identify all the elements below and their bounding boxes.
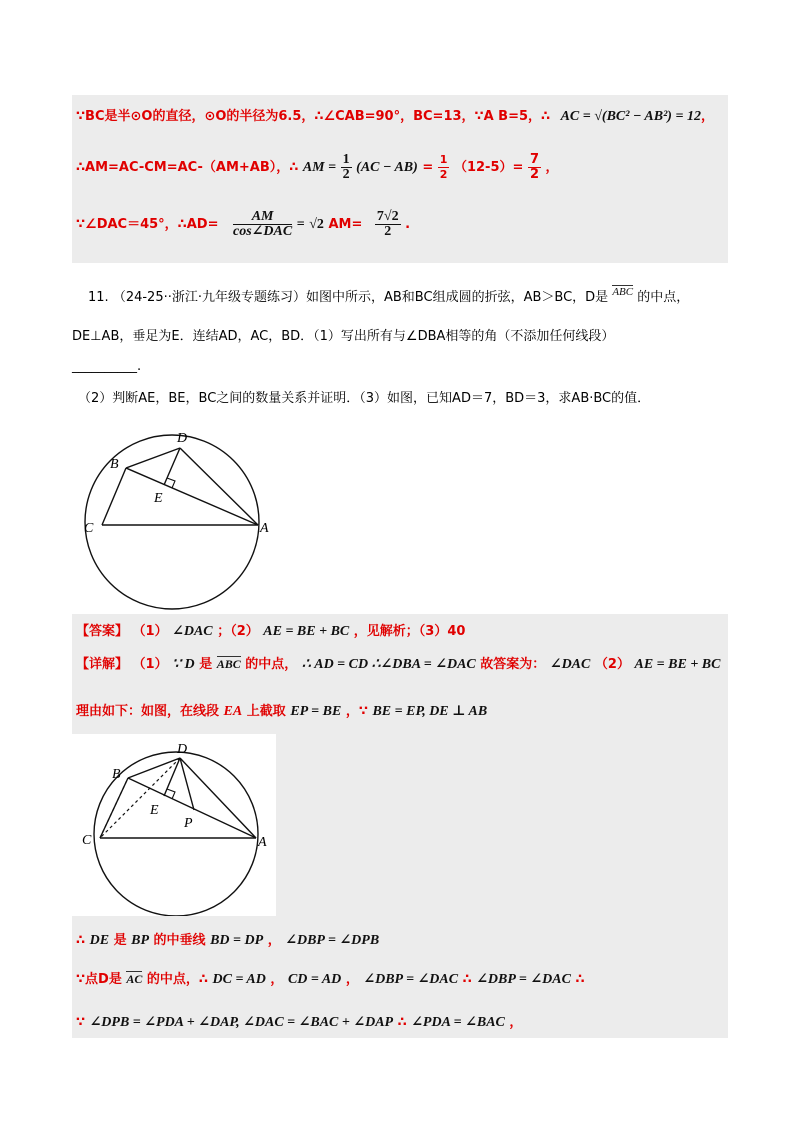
fig1-label-e: E [154,491,163,506]
question-answer-blank: __________. [72,359,142,374]
figure-2-circle [72,734,276,916]
fig1-chord-da [180,448,258,525]
fig2-label-b: B [112,767,121,782]
arc-abc-detail: ABC [216,657,241,671]
frac-am-cos: $\frac{AM}{\text{cos∠DAC}}$ [233,209,293,239]
frac-seven-half: $\frac{7}{2}$ [529,152,539,182]
question-line1: 11. （24-25··浙江·九年级专题练习）如图中所示，AB和BC组成圆的折弦，AB＞BC，D是 $^{ABC}$ 的中点， [88,286,690,305]
formula-ac: AC = √(BC² − AB²) = 12 [560,109,701,124]
fig1-label-b: B [110,457,119,472]
fig1-label-d: D [177,431,188,446]
block1-line2: ∴AM=AC-CM=AC-（AM+AB），∴ AM = $\frac{1}{2}$ (AC − AB) = $\frac{1}{2}$ （12-5）= $\frac{7}{2}$ ， [76,152,559,182]
question-line2: DE⊥AB，垂足为E．连结AD，AC，BD．（1）写出所有与∠DBA相等的角（不添加任何线段） [72,329,615,344]
answer-line: 【答案】 （1） ∠DAC ；（2） AE = BE + BC ，见解析；（3）40 [76,624,466,639]
question-line4: （2）判断AE，BE，BC之间的数量关系并证明．（3）如图，已知AD＝7，BD＝3，求AB·BC的值． [78,391,651,406]
fig2-label-c: C [82,833,92,848]
arc-abc: ABC [612,286,634,298]
detail-line2: 理由如下：如图，在线段 EA 上截取 EP = BE ，∵ BE = EP, DE ⊥ AB [76,704,488,719]
fig2-label-d: D [177,742,188,757]
fig2-label-p: P [184,816,193,831]
figure-1-circle [80,430,280,610]
frac-half-a: $\frac{1}{2}$ [342,152,350,182]
fig1-chord-cb [102,468,126,525]
block1-line1: ∵BC是半⊙O的直径，⊙O的半径为6.5，∴∠CAB=90°，BC=13，∵A B=5，∴ AC = √(BC² − AB²) = 12， [76,109,714,124]
frac-half-b: $\frac{1}{2}$ [439,153,448,181]
fig1-label-c: C [84,521,94,536]
conclusion-line3: ∵ ∠DPB = ∠PDA + ∠DAP, ∠DAC = ∠BAC + ∠DAP ∴ ∠PDA = ∠BAC ， [76,1015,523,1030]
fig1-chord-ba [126,468,258,525]
fig2-label-e: E [150,803,159,818]
detail-line1: 【详解】 （1） ∵ D 是 ABC 的中点， ∴ AD = CD ∴∠DBA = ∠DAC 故答案为： ∠DAC （2） AE = BE + BC [76,657,721,672]
arc-ac: AC [126,972,143,986]
fig2-label-a: A [258,835,267,850]
conclusion-line1: ∴ DE 是 BP 的中垂线 BD = DP ， ∠DBP = ∠DPB [76,933,380,948]
block1-line3: ∵∠DAC＝45°，∴AD= $\frac{AM}{\text{cos∠DAC}}$ = √2 AM= $\frac{7√2}{2}$ . [76,209,411,239]
fig1-label-a: A [260,521,269,536]
conclusion-line2: ∵点D是 AC 的中点，∴ DC = AD ， CD = AD ， ∠DBP = ∠DAC ∴ ∠DBP = ∠DAC ∴ [76,972,585,987]
frac-7root2: $\frac{7√2}{2}$ [376,209,399,239]
